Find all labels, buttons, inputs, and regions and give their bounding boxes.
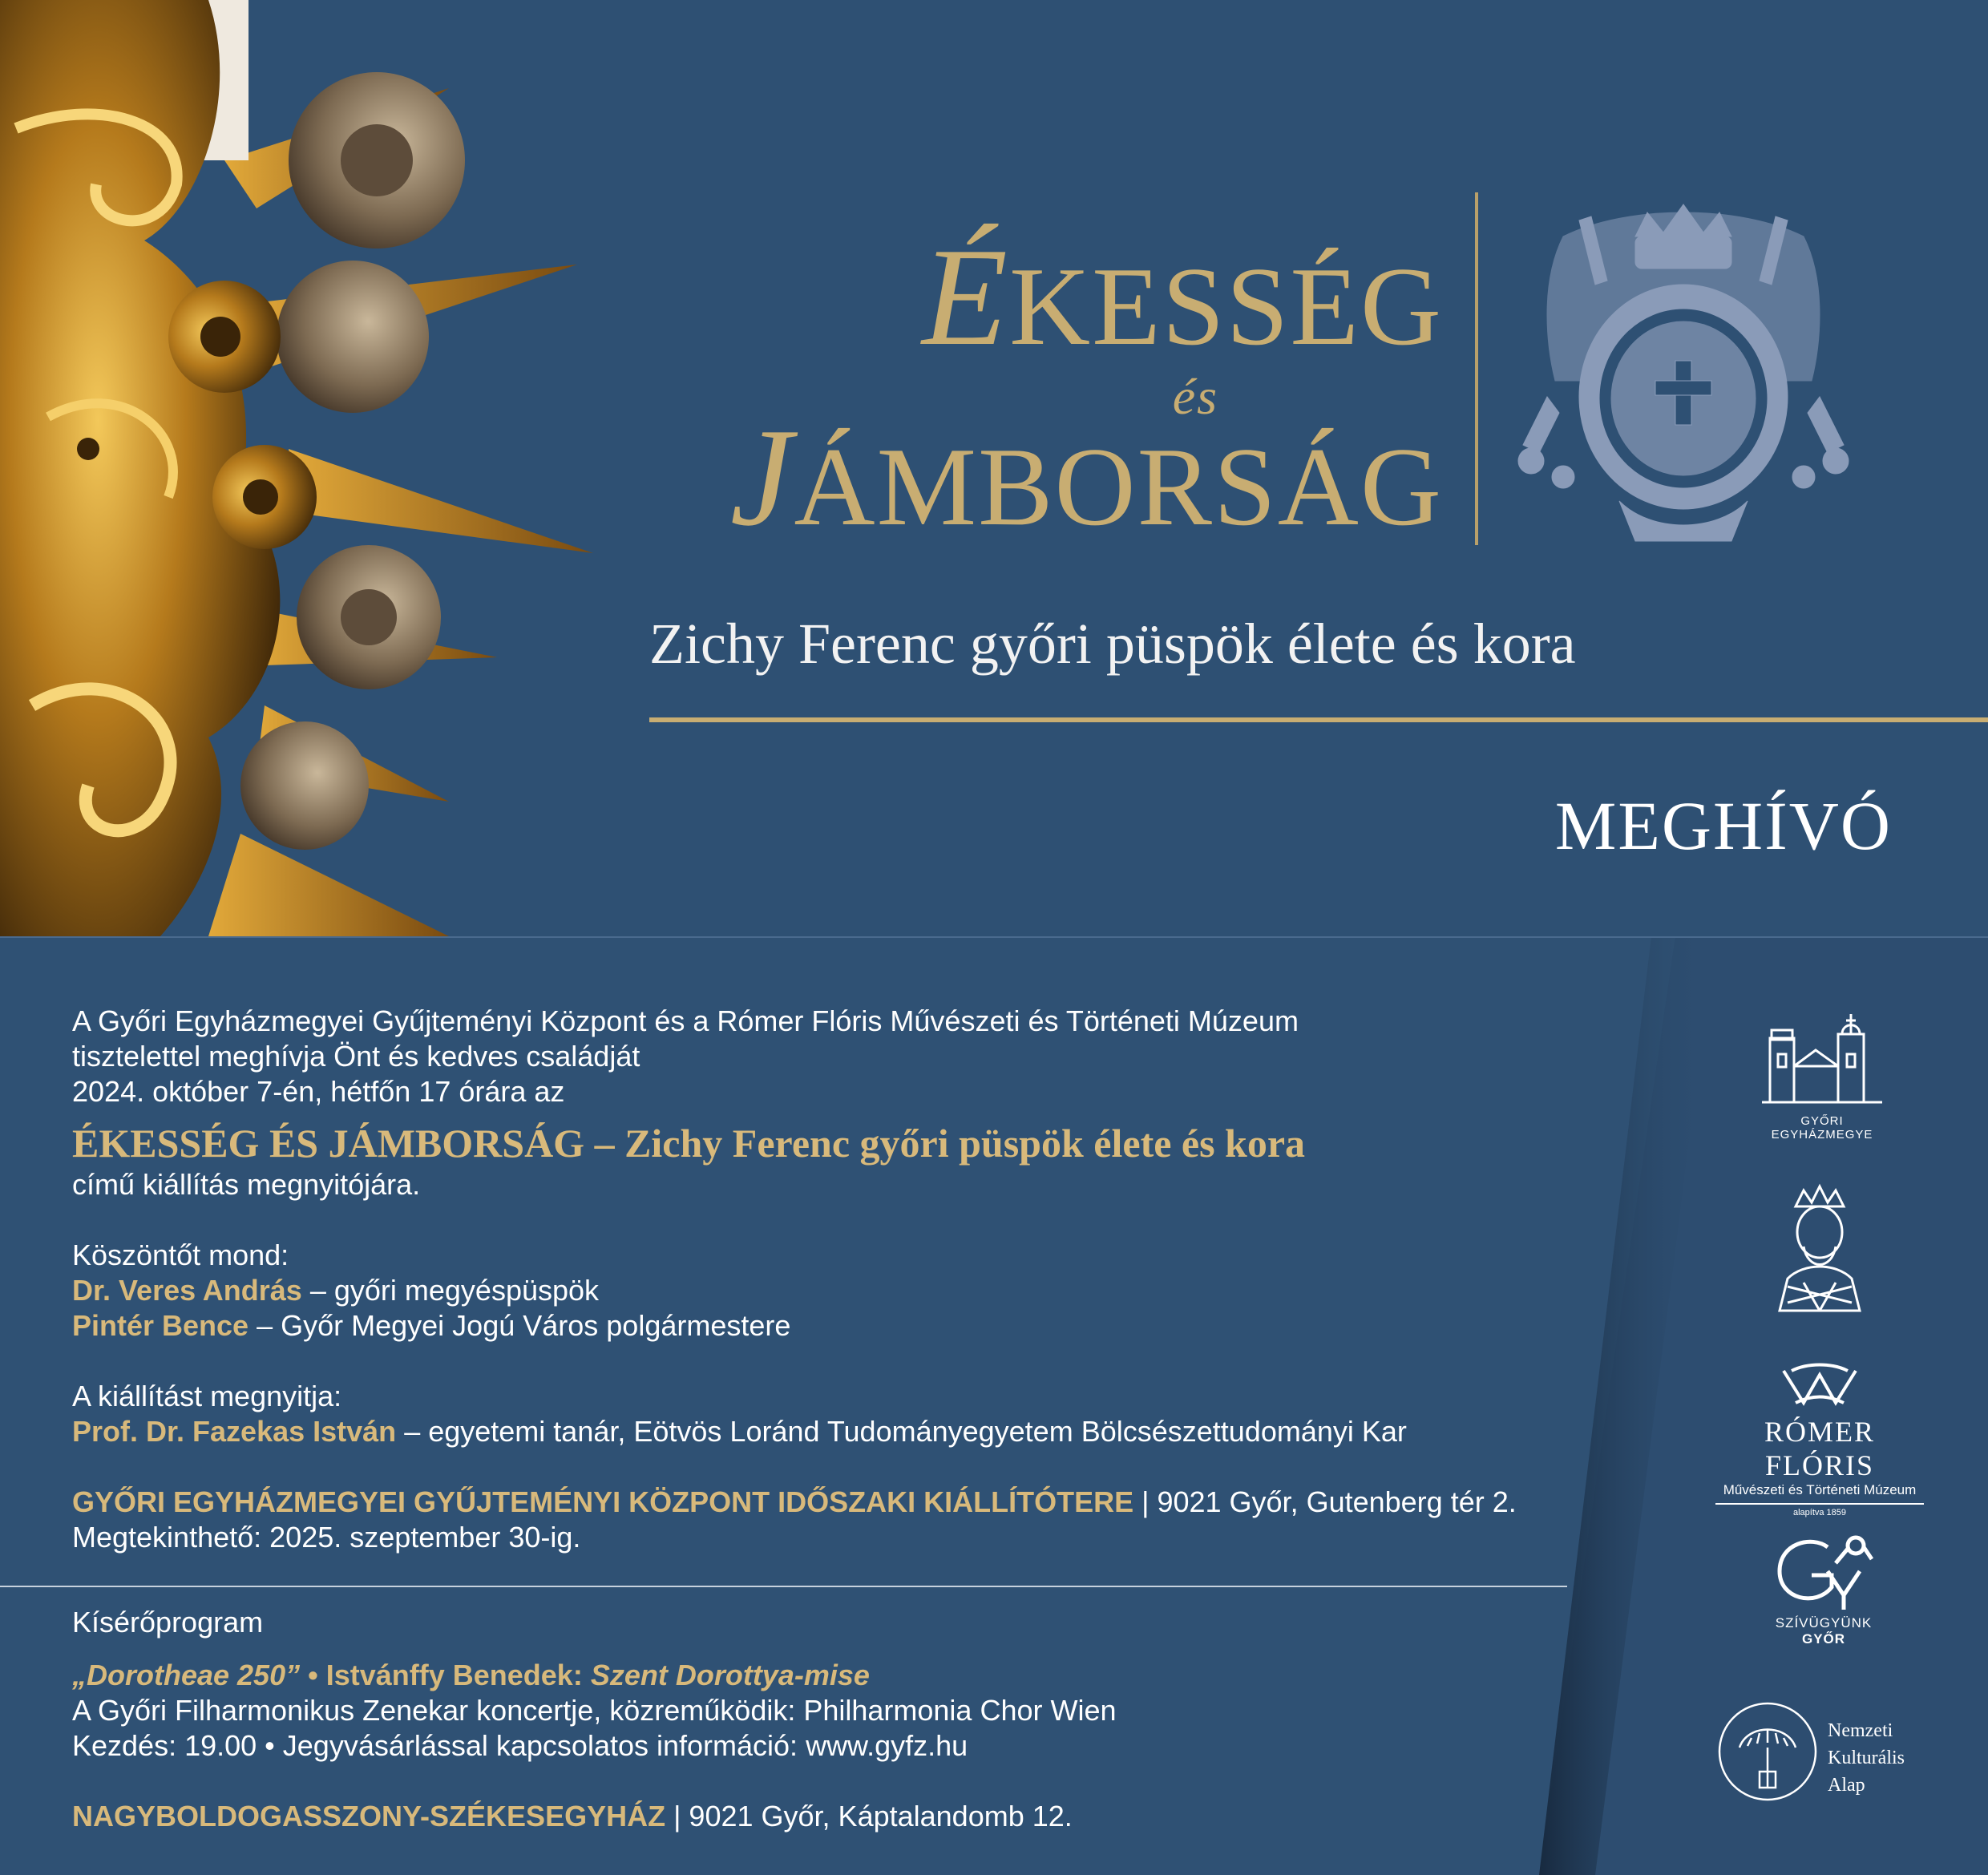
invitation-label: MEGHÍVÓ — [1554, 787, 1892, 864]
nka-tree-icon — [1715, 1699, 1820, 1804]
speaker-1-name: Dr. Veres András — [72, 1274, 302, 1307]
title-line-jamborsag — [730, 397, 1443, 558]
title-initial-e: É — [922, 219, 1010, 374]
program-title-b: • Istvánffy Benedek: — [300, 1659, 591, 1691]
opener-name: Prof. Dr. Fazekas István — [72, 1415, 397, 1448]
title-divider — [1475, 192, 1478, 545]
speaker-2-name: Pintér Bence — [72, 1309, 249, 1342]
title-rest-kesseg: KESSÉG — [1009, 244, 1443, 369]
exhibition-suffix: című kiállítás megnyitójára. — [72, 1168, 421, 1201]
venue-2-address: | 9021 Győr, Káptalandomb 12. — [665, 1800, 1073, 1833]
intro-line-3: 2024. október 7-én, hétfőn 17 órára az — [72, 1075, 565, 1108]
herm-bust-icon — [1772, 1182, 1868, 1319]
exhibition-full-title: ÉKESSÉG ÉS JÁMBORSÁG – Zichy Ferenc győri püspök élete és kora — [72, 1121, 1306, 1166]
program-title-c: Szent Dorottya-mise — [590, 1659, 870, 1691]
romer-floris-museum-logo — [1715, 1363, 1924, 1517]
gyor-line-1: SZÍVÜGYÜNK — [1775, 1615, 1873, 1631]
speaker-2-role: – Győr Megyei Jogú Város polgármestere — [248, 1309, 791, 1342]
program-title-a: „Dorotheae 250” — [72, 1659, 301, 1691]
intro-line-1: A Győri Egyházmegyei Gyűjteményi Központ és a Rómer Flóris Művészeti és Történeti Múzeum — [72, 1004, 1299, 1037]
romer-name: RÓMER FLÓRIS — [1764, 1416, 1876, 1481]
banner — [0, 0, 1988, 936]
opener — [72, 1414, 1691, 1449]
title-line-ekesseg — [922, 216, 1443, 378]
venue-1-address: | 9021 Győr, Gutenberg tér 2. — [1133, 1485, 1517, 1518]
venue-2 — [72, 1799, 1691, 1834]
nka-logo — [1715, 1699, 1972, 1812]
diocese-logo — [1762, 1006, 1882, 1142]
nka-line-3: Alap — [1828, 1775, 1865, 1796]
title-line-es: és — [1172, 368, 1218, 425]
intro-line-2: tisztelettel meghívja Önt és kedves családját — [72, 1040, 640, 1073]
romer-subtitle: Művészeti és Történeti Múzeum — [1715, 1482, 1924, 1505]
greeting-label: Köszöntőt mond: — [72, 1239, 289, 1271]
program-line-2: A Győri Filharmonikus Zenekar koncertje, közreműködik: Philharmonia Chor Wien — [72, 1694, 1117, 1727]
cathedral-icon — [1762, 1006, 1882, 1110]
program-line-3: Kezdés: 19.00 • Jegyvásárlással kapcsolatos információ: www.gyfz.hu — [72, 1729, 968, 1762]
romer-founded: alapítva 1859 — [1792, 1508, 1847, 1517]
venue-1 — [72, 1485, 1691, 1520]
romer-bust-logo — [1772, 1182, 1868, 1319]
szivugyunk-gyor-logo — [1768, 1531, 1880, 1651]
opener-role: – egyetemi tanár, Eötvös Loránd Tudományegyetem Bölcsészettudományi Kar — [396, 1415, 1407, 1448]
section-separator — [0, 936, 1988, 938]
venue-2-name: NAGYBOLDOGASSZONY-SZÉKESEGYHÁZ — [72, 1800, 666, 1833]
viewable-until: Megtekinthető: 2025. szeptember 30-ig. — [72, 1521, 581, 1554]
venue-1-name: GYŐRI EGYHÁZMEGYEI GYŰJTEMÉNYI KÖZPONT IDŐSZAKI KIÁLLÍTÓTERE — [72, 1485, 1134, 1518]
nka-line-1: Nemzeti — [1828, 1720, 1893, 1741]
rfm-monogram-icon — [1772, 1363, 1868, 1411]
exhibition-subtitle: Zichy Ferenc győri püspök élete és kora — [649, 612, 1576, 676]
speaker-2 — [72, 1308, 1691, 1344]
speaker-1 — [72, 1273, 1691, 1308]
title-rest-amborsag: ÁMBORSÁG — [794, 425, 1443, 549]
gilded-ornament-image — [0, 0, 609, 936]
diocese-caption: GYŐRI EGYHÁZMEGYE — [1771, 1114, 1873, 1142]
program-title — [72, 1658, 1691, 1693]
title-initial-j: J — [729, 399, 794, 555]
bishop-coat-of-arms-icon — [1515, 188, 1852, 549]
gyor-line-2: GYŐR — [1801, 1631, 1846, 1647]
speaker-1-role: – győri megyéspüspök — [301, 1274, 600, 1307]
program-label: Kísérőprogram — [72, 1606, 264, 1639]
opener-label: A kiállítást megnyitja: — [72, 1380, 342, 1412]
nka-line-2: Kulturális — [1828, 1748, 1905, 1768]
subtitle-rule — [649, 717, 1988, 722]
gyor-rooster-icon — [1772, 1531, 1876, 1611]
exhibition-title — [673, 184, 1443, 555]
invitation-text — [72, 1004, 1691, 1834]
